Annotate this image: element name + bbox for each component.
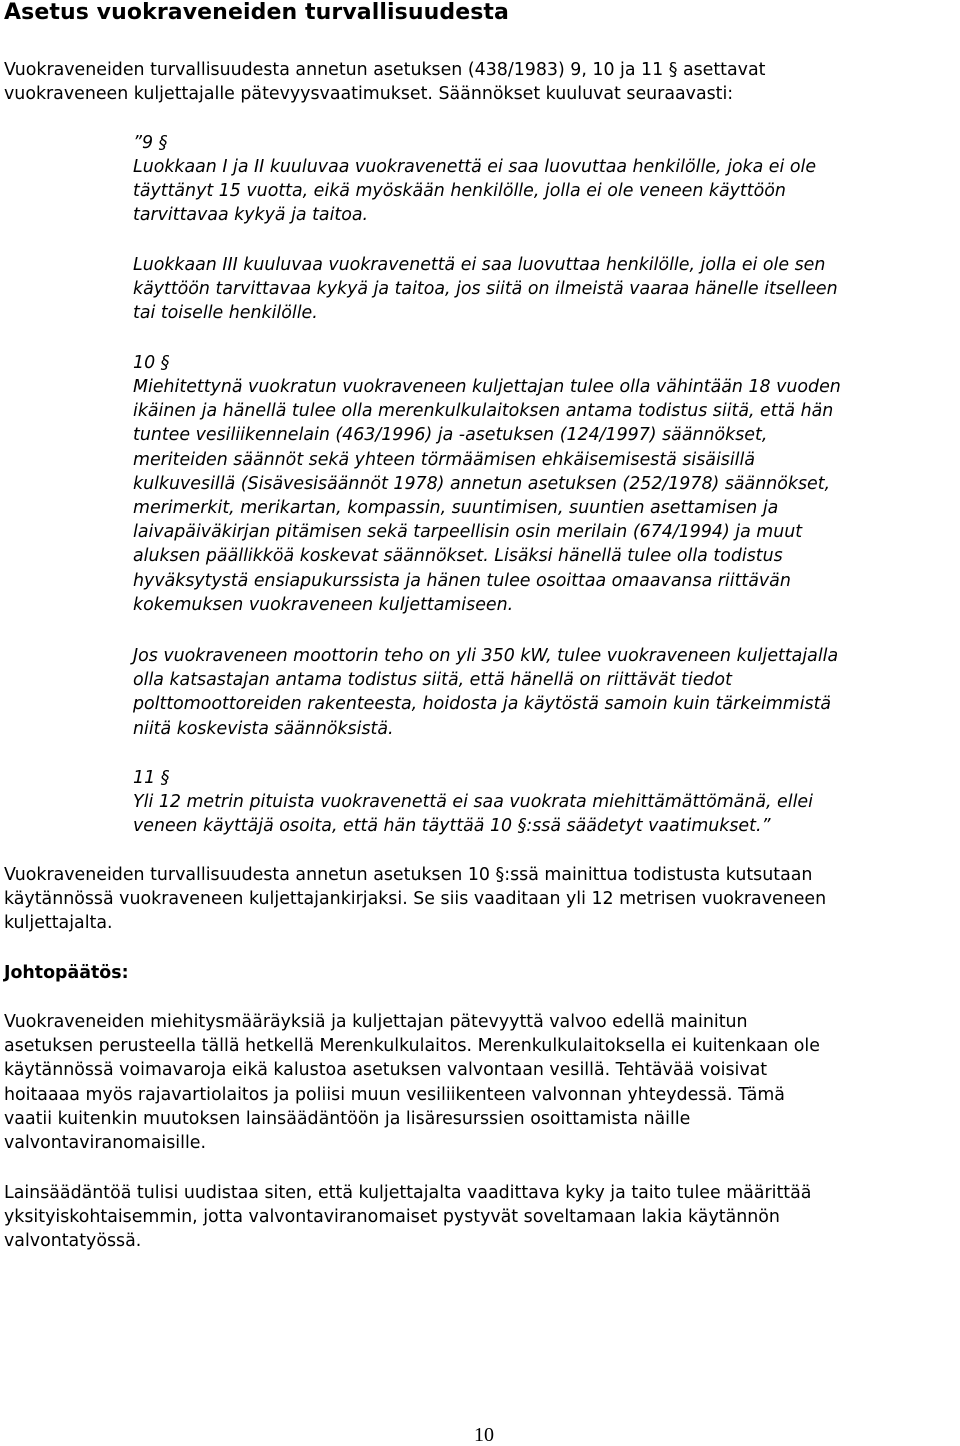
text-line: tai toiselle henkilölle. <box>133 303 318 324</box>
text-line: Yli 12 metrin pituista vuokravenettä ei saa vuokrata miehittämättömänä, ellei <box>133 792 813 812</box>
page-title: Asetus vuokraveneiden turvallisuudesta <box>4 0 509 25</box>
text-line: ikäinen ja hänellä tulee olla merenkulkulaitoksen antama todistus siitä, että hän <box>133 401 834 422</box>
text-line: niitä koskevista säännöksistä. <box>133 718 394 739</box>
text-line: vaatii kuitenkin muutoksen lainsäädäntöön ja lisäresurssien osoittamista näille <box>4 1108 691 1129</box>
section-10-heading: 10 § <box>133 353 170 373</box>
conclusion-heading: Johtopäätös: <box>4 963 129 983</box>
text-line: hoitaaaa myös rajavartiolaitos ja poliisi muun vesiliikenteen valvonnan yhteydessä. Tämä <box>4 1084 785 1105</box>
text-line: Luokkaan I ja II kuuluvaa vuokravenettä ei saa luovuttaa henkilölle, joka ei ole <box>133 157 817 177</box>
text-line: veneen käyttäjä osoita, että hän täyttää 10 §:ssä säädetyt vaatimukset.” <box>133 816 771 837</box>
text-line: Lainsäädäntöä tulisi uudistaa siten, että kuljettajalta vaadittava kyky ja taito tulee määrittää <box>4 1183 812 1203</box>
text-line: Vuokraveneiden turvallisuudesta annetun asetuksen 10 §:ssä mainittua todistusta kutsutaan <box>4 865 813 885</box>
text-line: kokemuksen vuokraveneen kuljettamiseen. <box>133 594 514 615</box>
text-line: olla katsastajan antama todistus siitä, että hänellä on riittävät tiedot <box>133 670 732 691</box>
text-line: kuljettajalta. <box>4 913 113 934</box>
text-line: täyttänyt 15 vuotta, eikä myöskään henkilölle, jolla ei ole veneen käyttöön <box>133 181 786 202</box>
section-9-paragraph-2 <box>133 253 838 326</box>
text-line: Vuokraveneiden miehitysmääräyksiä ja kuljettajan pätevyyttä valvoo edellä mainitun <box>4 1012 748 1032</box>
text-line: käytännössä voimavaroja eikä kalustoa asetuksen valvontaan vesillä. Tehtävää voisivat <box>4 1060 768 1081</box>
section-11-paragraph <box>133 790 813 838</box>
conclusion-paragraph-2 <box>4 1181 811 1254</box>
text-line: Jos vuokraveneen moottorin teho on yli 350 kW, tulee vuokraveneen kuljettajalla <box>133 646 839 666</box>
text-line: vuokraveneen kuljettajalle pätevyysvaatimukset. Säännökset kuuluvat seuraavasti: <box>4 84 734 105</box>
text-line: valvontatyössä. <box>4 1231 142 1252</box>
text-line: käyttöön tarvittavaa kykyä ja taitoa, jos siitä on ilmeistä vaaraa hänelle itselleen <box>133 279 838 300</box>
text-line: aluksen päällikköä koskevat säännökset. Lisäksi hänellä tulee olla todistus <box>133 546 783 567</box>
section-10-paragraph-2 <box>133 644 838 741</box>
text-line: Miehitettynä vuokratun vuokraveneen kuljettajan tulee olla vähintään 18 vuoden <box>133 377 841 397</box>
intro-paragraph <box>4 58 765 106</box>
text-line: tarvittavaa kykyä ja taitoa. <box>133 205 369 226</box>
section-9-paragraph-1 <box>133 155 816 228</box>
text-line: Vuokraveneiden turvallisuudesta annetun asetuksen (438/1983) 9, 10 ja 11 § asettavat <box>4 60 766 80</box>
text-line: käytännössä vuokraveneen kuljettajankirjaksi. Se siis vaaditaan yli 12 metrisen vuokraveneen <box>4 889 827 910</box>
text-line: tuntee vesiliikennelain (463/1996) ja -asetuksen (124/1997) säännökset, <box>133 425 768 446</box>
text-line: meriteiden säännöt sekä yhteen törmäämisen ehkäisemisestä sisäisillä <box>133 449 755 470</box>
section-10-paragraph-1 <box>133 375 841 617</box>
text-line: Luokkaan III kuuluvaa vuokravenettä ei saa luovuttaa henkilölle, jolla ei ole sen <box>133 255 826 275</box>
after-quote-paragraph <box>4 863 826 936</box>
conclusion-paragraph-1 <box>4 1010 820 1155</box>
text-line: valvontaviranomaisille. <box>4 1133 207 1154</box>
text-line: kulkuvesillä (Sisävesisäännöt 1978) annetun asetuksen (252/1978) säännökset, <box>133 473 831 494</box>
text-line: merimerkit, merikartan, kompassin, suuntimisen, suuntien asettamisen ja <box>133 498 779 519</box>
text-line: laivapäiväkirjan pitämisen sekä tarpeellisin osin merilain (674/1994) ja muut <box>133 522 803 543</box>
section-9-heading: ”9 § <box>133 133 168 153</box>
section-11-heading: 11 § <box>133 768 170 788</box>
text-line: polttomoottoreiden rakenteesta, hoidosta ja käytöstä samoin kuin tärkeimmistä <box>133 694 832 715</box>
page-number: 10 <box>474 1424 494 1446</box>
text-line: hyväksytystä ensiapukurssista ja hänen tulee osoittaa omaavansa riittävän <box>133 570 791 591</box>
text-line: asetuksen perusteella tällä hetkellä Merenkulkulaitos. Merenkulkulaitoksella ei kuitenkaan ole <box>4 1036 820 1057</box>
text-line: yksityiskohtaisemmin, jotta valvontaviranomaiset pystyvät soveltamaan lakia käytännön <box>4 1207 780 1228</box>
